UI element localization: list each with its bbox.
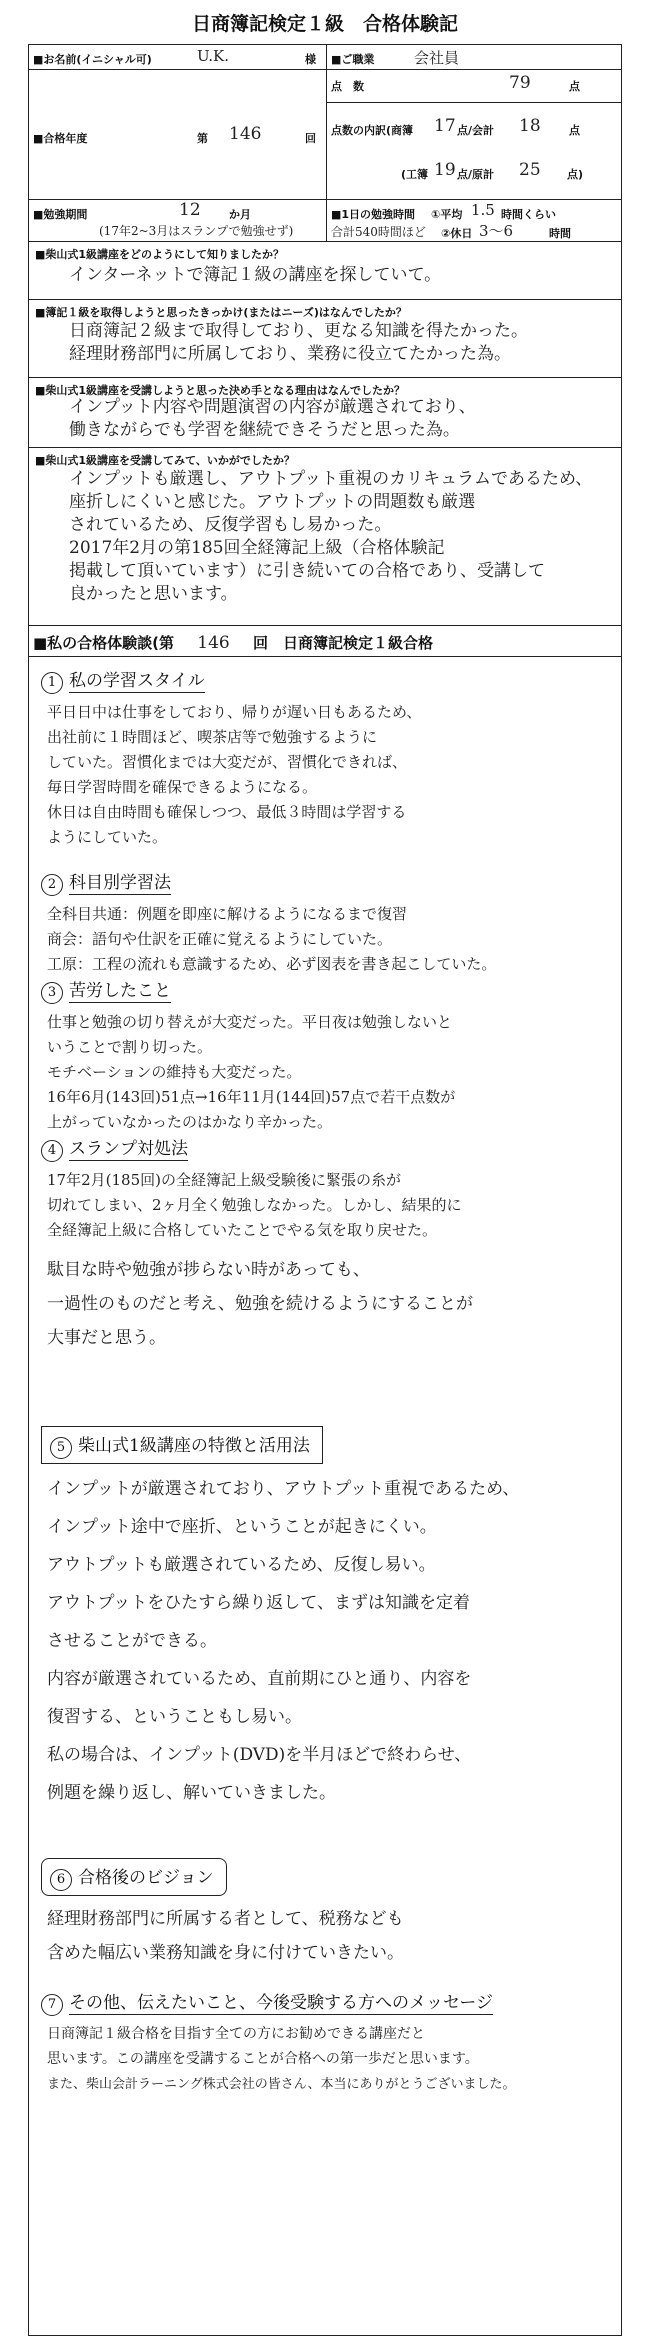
occupation-value: 会社員 — [414, 49, 460, 67]
body-line: いうことで割り切った。 — [47, 1038, 213, 1056]
experience-heading — [33, 632, 433, 653]
question-label: ■柴山式1級講座をどのようにして知りましたか？ — [35, 248, 285, 261]
genka-unit: 点) — [567, 168, 584, 181]
body-line: 思います。この講座を受講することが合格への第一歩だと思います。 — [47, 2051, 479, 2067]
answer-line: インターネットで簿記１級の講座を探していて。 — [69, 265, 442, 285]
kaikei-value: 18 — [519, 116, 541, 136]
section-number: 4 — [41, 1140, 63, 1162]
genka-label: 点/原計 — [457, 168, 495, 181]
row-year-score — [29, 70, 621, 200]
study-unit: か月 — [229, 208, 251, 221]
section-title: 柴山式1級講座の特徴と活用法 — [78, 1436, 310, 1456]
answer-line: 経理財務部門に所属しており、業務に役立てたかった為。 — [69, 344, 511, 364]
score-value: 79 — [509, 73, 531, 93]
study-value: 12 — [179, 200, 201, 220]
qa-how-known — [29, 242, 621, 300]
hours-avg-value: 1.5 — [471, 201, 495, 219]
breakdown-label: 点数の内訳(商簿 — [331, 124, 414, 137]
body-line: アウトプットも厳選されているため、反復し易い。 — [47, 1555, 436, 1575]
genka-value: 25 — [519, 160, 541, 180]
qa-decision — [29, 378, 621, 448]
body-line: 含めた幅広い業務知識を身に付けていきたい。 — [47, 1943, 404, 1963]
hours-holiday-label: ②休日 — [441, 227, 473, 240]
body-line: インプットが厳選されており、アウトプット重視であるため、 — [47, 1479, 520, 1499]
body-line: 駄目な時や勉強が捗らない時があっても、 — [47, 1260, 370, 1280]
experience-section — [29, 626, 621, 2337]
answer-line: 2017年2月の第185回全経簿記上級（合格体験記 — [69, 538, 445, 558]
answer-line: インプットも厳選し、アウトプット重視のカリキュラムであるため、 — [69, 469, 593, 489]
body-line: 私の場合は、インプット(DVD)を半月ほどで終わらせ、 — [47, 1745, 472, 1765]
hours-avg-label: ①平均 — [431, 208, 463, 221]
answer-line: されているため、反復学習もし易かった。 — [69, 515, 392, 535]
kobo-label: (工簿 — [401, 168, 429, 181]
section-vision — [47, 1858, 611, 1970]
body-line: 復習する、ということもし易い。 — [47, 1707, 302, 1727]
body-line: 17年2月(185回)の全経簿記上級受験後に緊張の糸が — [47, 1171, 401, 1189]
body-line: 16年6月(143回)51点→16年11月(144回)57点で若干点数が — [47, 1088, 456, 1106]
section-number: 3 — [41, 982, 63, 1004]
experience-heading-suffix: 回 日商簿記検定１級合格 — [252, 634, 433, 652]
year-label: ■合格年度 — [33, 132, 88, 145]
study-label: ■勉強期間 — [33, 208, 88, 221]
year-suffix: 回 — [305, 132, 316, 145]
section-difficulty — [47, 976, 611, 1135]
hours-holiday-unit: 時間 — [549, 227, 571, 240]
answer-line: 座折しにくいと感じた。アウトプットの問題数も厳選 — [69, 492, 476, 512]
study-note: (17年2~3月はスランプで勉強せず) — [99, 224, 294, 238]
kobo-value: 19 — [434, 160, 456, 180]
body-line: アウトプットをひたすら繰り返して、まずは知識を定着 — [47, 1593, 470, 1613]
score-label: 点 数 — [331, 80, 364, 93]
body-line: 一過性のものだと考え、勉強を続けるようにすることが — [47, 1294, 474, 1314]
body-line: 例題を繰り返し、解いていきました。 — [47, 1783, 336, 1803]
section-learning-style — [47, 666, 611, 850]
body-line: 内容が厳選されているため、直前期にひと通り、内容を — [47, 1669, 472, 1689]
body-line: 上がっていなかったのはかなり辛かった。 — [47, 1113, 333, 1131]
form-frame — [28, 44, 622, 2336]
experience-heading-number: 146 — [197, 633, 230, 653]
qa-motivation — [29, 300, 621, 378]
section-title: スランプ対処法 — [69, 1139, 188, 1159]
kaikei-label: 点/会計 — [457, 124, 495, 137]
qa-impression — [29, 448, 621, 626]
section-number: 7 — [41, 1994, 63, 2016]
body-line: 経理財務部門に所属する者として、税務なども — [47, 1909, 404, 1929]
hours-holiday-value: 3～6 — [479, 222, 514, 240]
body-line: 休日は自由時間も確保しつつ、最低３時間は学習する — [47, 803, 407, 821]
section-title: 合格後のビジョン — [78, 1868, 214, 1888]
section-number: 2 — [41, 874, 63, 896]
body-line: ようにしていた。 — [47, 828, 168, 846]
hours-avg-unit: 時間くらい — [501, 208, 556, 221]
question-label: ■簿記１級を取得しようと思ったきっかけ(またはニーズ)はなんでしたか？ — [35, 306, 407, 319]
section-number: 1 — [41, 672, 63, 694]
section-title: その他、伝えたいこと、今後受験する方へのメッセージ — [69, 1993, 493, 2013]
body-line: 毎日学習時間を確保できるようになる。 — [47, 778, 318, 796]
body-line: 切れてしまい、2ヶ月全く勉強しなかった。しかし、結果的に — [47, 1196, 462, 1214]
question-label: ■柴山式1級講座を受講してみて、いかがでしたか？ — [35, 454, 295, 467]
body-line: 工原：工程の流れも意識するため、必ず図表を書き起こしていた。 — [47, 955, 497, 973]
answer-line: 掲載して頂いています）に引き続いての合格であり、受講して — [69, 561, 545, 581]
section-course-features — [47, 1426, 611, 1812]
answer-line: インプット内容や問題演習の内容が厳選されており、 — [69, 397, 476, 417]
page-title: 日商簿記検定１級 合格体験記 — [191, 12, 458, 35]
section-title: 私の学習スタイル — [69, 671, 205, 691]
body-line: モチベーションの維持も大変だった。 — [47, 1063, 302, 1081]
year-prefix: 第 — [197, 132, 208, 145]
section-study-method — [47, 868, 611, 977]
body-line: 全科目共通：例題を即座に解けるようになるまで復習 — [47, 905, 408, 923]
section-number: 6 — [50, 1869, 72, 1891]
hours-total-note: 合計540時間ほど — [331, 225, 426, 239]
shobo-value: 17 — [434, 116, 456, 136]
answer-line: 日商簿記２級まで取得しており、更なる知識を得たかった。 — [69, 321, 528, 341]
hours-label: ■1日の勉強時間 — [331, 208, 416, 221]
body-line: させることができる。 — [47, 1631, 217, 1651]
section-title: 科目別学習法 — [69, 873, 171, 893]
body-line: 大事だと思う。 — [47, 1328, 166, 1348]
experience-heading-prefix: ■私の合格体験談(第 — [33, 634, 175, 652]
occupation-label: ■ご職業 — [331, 53, 375, 66]
name-label: ■お名前(イニシャル可) — [33, 53, 152, 66]
body-line: 全経簿記上級に合格していたことでやる気を取り戻せた。 — [47, 1221, 438, 1239]
year-value: 146 — [229, 124, 262, 144]
name-value: U.K. — [197, 47, 230, 65]
body-line: インプット途中で座折、ということが起きにくい。 — [47, 1517, 437, 1537]
body-line: 出社前に１時間ほど、喫茶店等で勉強するように — [47, 728, 378, 746]
score-unit: 点 — [569, 80, 580, 93]
kaikei-unit: 点 — [569, 124, 580, 137]
row-study — [29, 200, 621, 242]
section-title: 苦労したこと — [69, 981, 171, 1001]
body-line: 日商簿記１級合格を目指す全ての方にお勧めできる講座だと — [47, 2026, 425, 2042]
answer-line: 働きながらでも学習を継続できそうだと思った為。 — [69, 420, 460, 440]
section-slump — [47, 1134, 611, 1355]
answer-line: 良かったと思います。 — [69, 584, 238, 604]
question-label: ■柴山式1級講座を受講しようと思った決め手となる理由はなんでしたか？ — [35, 384, 406, 397]
body-line: 平日日中は仕事をしており、帰りが遅い日もあるため、 — [47, 703, 422, 721]
body-line: 商会：語句や仕訳を正確に覚えるようにしていた。 — [47, 930, 393, 948]
name-suffix: 様 — [305, 53, 316, 66]
section-number: 5 — [50, 1437, 72, 1459]
body-line: していた。習慣化までは大変だが、習慣化できれば、 — [47, 753, 408, 771]
body-line: 仕事と勉強の切り替えが大変だった。平日夜は勉強しないと — [47, 1013, 453, 1031]
body-line: また、柴山会計ラーニング株式会社の皆さん、本当にありがとうございました。 — [47, 2077, 516, 2092]
section-message — [47, 1988, 611, 2097]
row-name — [29, 45, 621, 70]
